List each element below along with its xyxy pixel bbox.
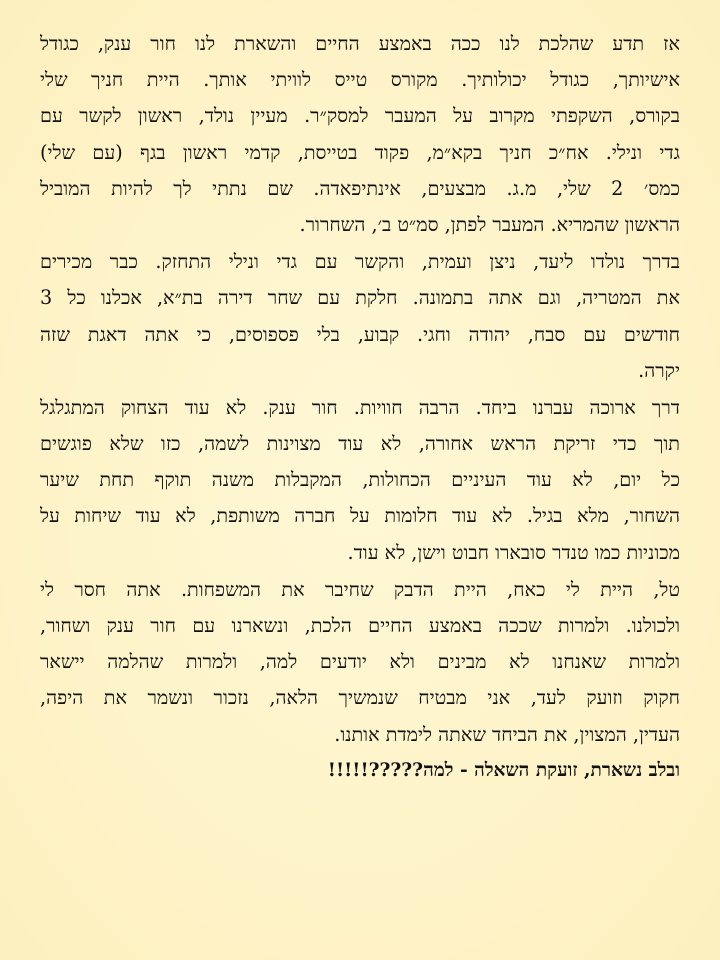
text-line: דרך ארוכה עברנו ביחד. הרבה חוויות. חור ענק. לא עוד הצחוק המתגלגל [40,395,680,419]
closing-line: ובלב נשארת, זועקת השאלה - למה?????!!!!! [327,759,680,781]
text-line: כמס׳ 2 שלי, מ.ג. מבצעים, אינתיפאדה. שם נתתי לך להיות המוביל [40,176,680,200]
text-line: ולכולנו. ולמרות שככה באמצע החיים הלכת, ונשארנו עם חור ענק ושחור, [40,614,680,637]
text-line: הראשון שהמריא. המעבר לפתן, סמ״ט ב׳, השחרור. [299,212,680,236]
text-line: חודשים עם סבח, יהודה וחגי. קבוע, בלי פספוסים, כי אתה דאגת שזה [40,322,680,346]
paragraph-4 [40,572,680,753]
text-line: את המטריה, וגם אתה בתמונה. חלקת עם שחר דירה בת״א, אכלנו כל 3 [40,286,680,310]
text-line: אישיותך, כגודל יכולותיך. מקורס טייס לוויתי אותך. היית חניך שלי [40,68,680,92]
text-line: גדי ונילי. אח״כ חניך בקא״מ, פקוד בטייסת, קדמי ראשון בגף (עם שלי) [40,140,680,164]
paragraph-1 [40,26,680,243]
text-line: יקרה. [638,358,680,382]
text-line: תוך כדי זריקת הראש אחורה, לא עוד מצוינות לשמה, כזו שלא פוגשים [40,432,680,456]
text-line: העדין, המצוין, את הביחד שאתה לימדת אותנו. [334,722,680,746]
paragraph-3 [40,390,680,571]
paragraph-2 [40,244,680,389]
text-line: בקורס, השקפתי מקרוב על המעבר למסק״ר. מעיין נולד, ראשון לקשר עם [40,104,680,128]
text-line: אז תדע שהלכת לנו ככה באמצע החיים והשארת לנו חור ענק, כגודל [40,32,680,55]
text-line: ולמרות שאנחנו לא מבינים ולא יודעים למה, ולמרות שהלמה יישאר [40,650,680,674]
text-line: מכוניות כמו טנדר סובארו חבוט וישן, לא עוד. [347,540,680,564]
text-line: בדרך נולדו ליעד, ניצן ועמית, והקשר עם גדי ונילי התחזק. כבר מכירים [40,250,680,274]
text-line: טל, היית לי כאח, היית הדבק שחיבר את המשפחות. אתה חסר לי [40,577,680,601]
text-line: השחור, מלא בגיל. לא עוד חלומות על חברה משותפת, לא עוד שיחות על [40,504,680,528]
text-line: חקוק וזועק לעד, אני מבטיח שנמשיך הלאה, נזכור ונשמר את היפה, [40,686,680,710]
text-line: כל יום, לא עוד העיניים הכחולות, המקבלות משנה תוקף תחת שיער [40,468,680,492]
